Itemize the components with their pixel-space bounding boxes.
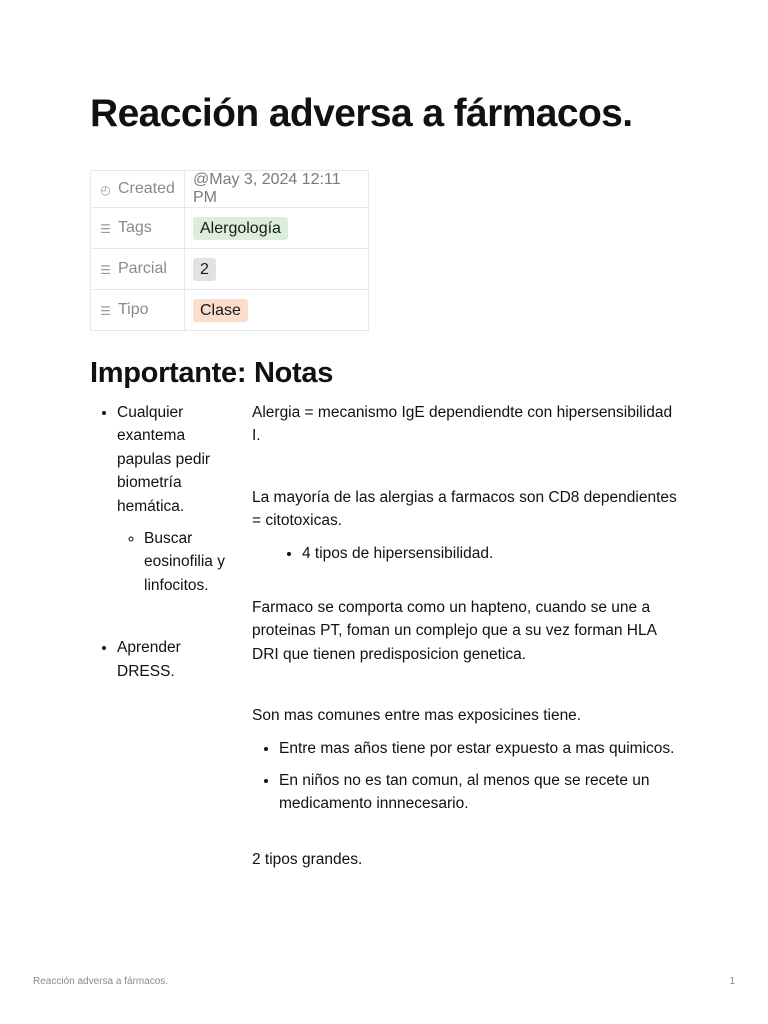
created-date: @May 3, 2024 12:11 PM	[193, 171, 341, 206]
bullet-list	[252, 542, 682, 565]
property-name-cell	[91, 208, 185, 249]
property-label: Tags	[118, 219, 152, 236]
list-item	[144, 527, 230, 597]
list-item	[117, 636, 230, 683]
bullet-list	[90, 401, 230, 683]
list-item	[117, 401, 230, 597]
list-item-text: Aprender DRESS.	[117, 639, 181, 680]
property-row-tags	[91, 208, 369, 249]
bullet-list	[252, 737, 682, 816]
property-label: Tipo	[118, 301, 149, 318]
paragraph: La mayoría de las alergias a farmacos son CD8 dependientes = citotoxicas.	[252, 488, 677, 530]
property-label: Created	[118, 180, 175, 197]
page-title: Reacción adversa a fármacos.	[90, 92, 633, 135]
left-column	[90, 401, 230, 683]
list-item: • En niños no es tan comun, al menos que se recete un medicamento innnecesario.	[279, 769, 682, 816]
list-item-text: Cualquier exantema papulas pedir biometría hemática.	[117, 404, 211, 515]
property-value-cell	[185, 208, 369, 249]
right-column	[252, 401, 682, 871]
tag-alergologia[interactable]: Alergología	[193, 217, 288, 240]
paragraph: Farmaco se comporta como un hapteno, cuando se une a proteinas PT, foman un complejo que a su vez forman HLA DRI que tienen predisposicion genetica.	[252, 599, 657, 663]
paragraph: Alergia = mecanismo IgE dependiendte con hipersensibilidad I.	[252, 404, 673, 445]
property-label: Parcial	[118, 260, 167, 277]
property-name-cell	[91, 171, 185, 208]
property-row-created	[91, 171, 369, 208]
property-value-cell	[185, 290, 369, 331]
property-value-cell	[185, 249, 369, 290]
tag-tipo[interactable]: Clase	[193, 299, 248, 322]
tag-parcial[interactable]: 2	[193, 258, 216, 281]
page-number: 1	[729, 976, 735, 987]
paragraph: 2 tipos grandes.	[252, 850, 363, 868]
list-icon: ☰	[100, 222, 111, 236]
properties-table	[90, 170, 369, 331]
section-heading: Importante: Notas	[90, 357, 334, 389]
property-value-cell	[185, 171, 369, 208]
property-name-cell	[91, 290, 185, 331]
property-row-tipo	[91, 290, 369, 331]
list-item: • 4 tipos de hipersensibilidad.	[302, 542, 682, 565]
list-icon: ☰	[100, 263, 111, 277]
sub-bullet-list	[117, 527, 230, 597]
property-name-cell	[91, 249, 185, 290]
list-icon: ☰	[100, 304, 111, 318]
list-item-text: Buscar eosinofilia y linfocitos.	[144, 530, 225, 594]
clock-icon: ◴	[100, 183, 111, 197]
footer-title: Reacción adversa a fármacos.	[33, 976, 169, 987]
list-item: • Entre mas años tiene por estar expuesto a mas quimicos.	[279, 737, 682, 760]
paragraph: Son mas comunes entre mas exposicines tiene.	[252, 707, 582, 725]
property-row-parcial	[91, 249, 369, 290]
